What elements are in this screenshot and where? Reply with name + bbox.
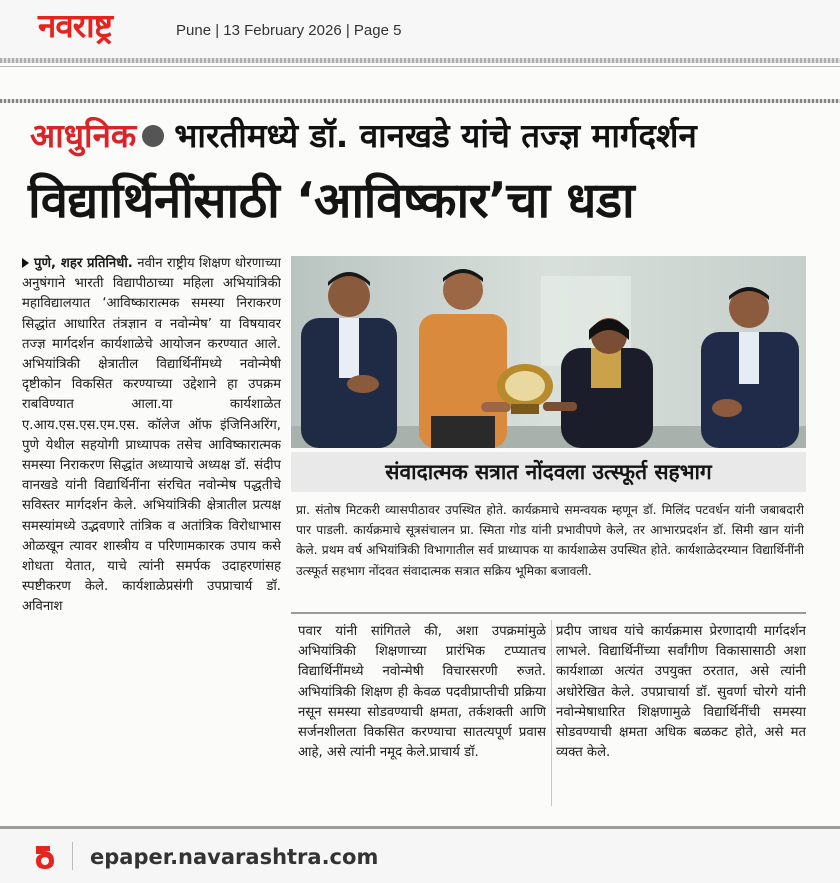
article-dateline: पुणे, शहर प्रतिनिधी. <box>34 256 133 271</box>
headline-kicker-row <box>30 114 697 158</box>
photo-caption-text: प्रा. संतोष मिटकरी व्यासपीठावर उपस्थित होते. कार्यक्रमाचे समन्वयक म्हणून डॉ. मिलिंद पटवर्धन यांनी जबाबदारी पार पाडली. कार्यक्रमाचे सूत्रसंचालन प्रा. स्मिता गोड यांनी प्रभावीपणे केले, तर आभारप्रदर्शन डॉ. सिमी खान यांनी केले. प्रथम वर्ष अभियांत्रिकी विभागातील सर्व प्राध्यापक या कार्यशाळेस उपस्थित होते. कार्यशाळेदरम्यान विद्यार्थिनींनी उत्स्फूर्त सहभाग नोंदवत संवादात्मक सत्रात सक्रिय भूमिका बजावली. <box>296 503 804 578</box>
newspaper-logo[interactable]: नवराष्ट्र <box>38 6 112 45</box>
section-rule <box>0 99 840 103</box>
bullet-dot-icon <box>142 125 164 147</box>
masthead <box>0 0 840 58</box>
kicker: आधुनिक <box>30 116 137 155</box>
masthead-rule <box>0 58 840 63</box>
navarashtra-logo-icon[interactable] <box>33 842 57 870</box>
event-photo <box>291 256 806 448</box>
article-column-3: प्रदीप जाधव यांचे कार्यक्रमास प्रेरणादायी मार्गदर्शन लाभले. विद्यार्थिनींच्या सर्वांगीण विकासासाठी अशा कार्यशाळा अत्यंत उपयुक्त ठरतात, असे त्यांनी अधोरेखित केले. उपप्राचार्या डॉ. सुवर्णा चोरगे यांनी नवोन्मेषाधारित शिक्षणामुळे विद्यार्थिनींची समस्या सोडवण्याची क्षमता अधिक बळकट होते, असे मत व्यक्त केले. <box>556 624 806 761</box>
masthead-thin-rule <box>0 66 840 67</box>
column-1-text: नवीन राष्ट्रीय शिक्षण धोरणाच्या अनुषंगाने भारती विद्यापीठाच्या महिला अभियांत्रिकी महाविद्यालयात ‘आविष्कारात्मक समस्या निराकरण सिद्धांत आधारित तंत्रज्ञान व नवोन्मेष’ या विषयावर तज्ज्ञ मार्गदर्शन कार्यशाळेचे आयोजन करण्यात आले. अभियांत्रिकी क्षेत्रातील विद्यार्थिनींमध्ये नवोन्मेषी दृष्टीकोन विकसित करण्याच्या उद्देशाने हा उपक्रम राबविण्यात आला.या कार्यशाळेत ए.आय.एस.एस.एम.एस. कॉलेज ऑफ इंजिनिअरिंग, पुणे येथील सहयोगी प्राध्यापक तसेच आविष्कारात्मक समस्या निराकरण सिद्धांत अध्यायाचे अध्यक्ष डॉ. संदीप वानखडे यांनी विद्यार्थिनींना संरचित नवोन्मेष पद्धतीचे सविस्तर मार्गदर्शन केले. अभियांत्रिकी क्षेत्रातील प्रत्यक्ष समस्यांमध्ये उद्भवणारे तांत्रिक व अतांत्रिक विरोधाभास ओळखून त्यावर शास्त्रीय व परिणामकारक उपाय कसे शोधता येतात, याचे त्यांनी समर्पक उदाहरणांसह स्पष्टीकरण केले. कार्यशाळेप्रसंगी उपप्राचार्य डॉ. अविनाश <box>22 256 281 615</box>
photo-caption-heading: संवादात्मक सत्रात नोंदवला उत्स्फूर्त सहभाग <box>291 452 806 492</box>
column-divider <box>551 620 552 806</box>
edition-dateline: Pune | 13 February 2026 | Page 5 <box>176 22 402 39</box>
headline: विद्यार्थिनींसाठी ‘आविष्कार’चा धडा <box>28 172 635 229</box>
epaper-url-link[interactable]: epaper.navarashtra.com <box>90 845 379 869</box>
article-column-1 <box>22 254 281 806</box>
event-photo-illustration <box>291 256 806 448</box>
article-column-2: पवार यांनी सांगितले की, अशा उपक्रमांमुळे अभियांत्रिकी शिक्षणाच्या प्रारंभिक टप्प्यातच विद्यार्थिनींमध्ये नवोन्मेषी विचारसरणी रुजते. अभियांत्रिकी शिक्षण ही केवळ पदवीप्राप्तीची प्रक्रिया नसून समस्या सोडवण्याची क्षमता, तर्कशक्ती आणि सर्जनशीलता विकसित करण्याचा सातत्यपूर्ण प्रवास आहे, असे त्यांनी नमूद केले.प्राचार्य डॉ. <box>298 624 546 761</box>
footer-separator <box>72 842 73 870</box>
subheadline: भारतीमध्ये डॉ. वानखडे यांचे तज्ज्ञ मार्गदर्शन <box>174 116 697 155</box>
section-separator <box>291 612 806 614</box>
arrow-right-icon <box>22 258 29 268</box>
